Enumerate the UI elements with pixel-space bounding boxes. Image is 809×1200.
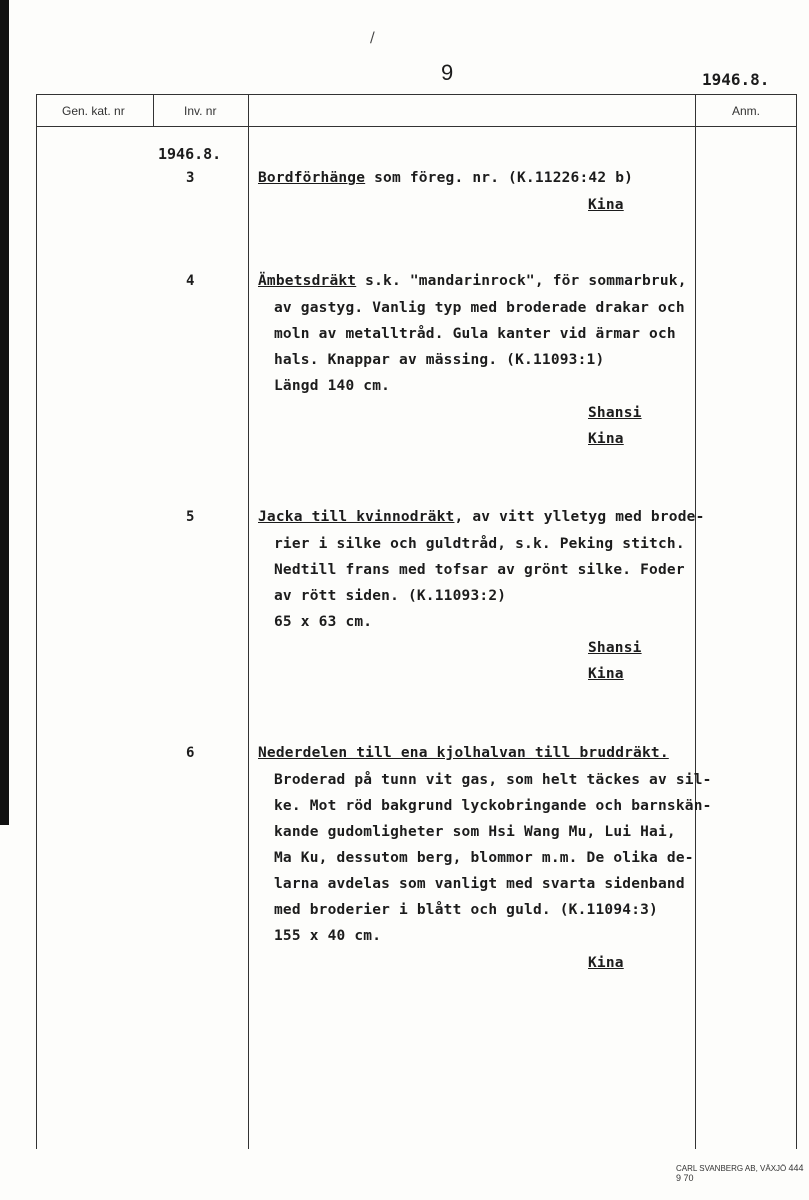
entry-line: av rött siden. (K.11093:2): [274, 588, 507, 604]
inv-number: 3: [186, 170, 195, 186]
entry-title: Nederdelen till ena kjolhalvan till bruddräkt.: [258, 745, 669, 761]
entry-text: , av vitt ylletyg med brode-: [454, 509, 705, 525]
column-header-anm: Anm.: [732, 104, 761, 118]
inv-column-rule: [248, 94, 249, 1149]
entry-line: hals. Knappar av mässing. (K.11093:1): [274, 352, 605, 368]
entry-line: [258, 170, 633, 186]
entry-place: Kina: [588, 197, 624, 213]
page-number: 9: [441, 60, 454, 85]
column-header-gen-kat-nr: Gen. kat. nr: [62, 104, 125, 118]
entry-text: som föreg. nr. (K.11226:42 b): [365, 170, 634, 186]
entry-line: 65 x 63 cm.: [274, 614, 373, 630]
entry-title: Bordförhänge: [258, 170, 366, 186]
entry-line: larna avdelas som vanligt med svarta sidenband: [274, 876, 685, 892]
entry-line: moln av metalltråd. Gula kanter vid ärmar och: [274, 326, 676, 342]
printer-imprint: [676, 1163, 809, 1183]
entry-line: rier i silke och guldtråd, s.k. Peking stitch.: [274, 536, 685, 552]
entry-line: med broderier i blått och guld. (K.11094:3): [274, 902, 658, 918]
entry-place: Shansi: [588, 405, 642, 421]
entry-line: 155 x 40 cm.: [274, 928, 382, 944]
entry-line: ke. Mot röd bakgrund lyckobringande och barnskän-: [274, 798, 712, 814]
inv-number: 5: [186, 509, 195, 525]
entry-line: Broderad på tunn vit gas, som helt täckes av sil-: [274, 772, 712, 788]
inv-number: 4: [186, 273, 195, 289]
gen-kat-column-rule: [153, 94, 154, 126]
entry-text: s.k. "mandarinrock", för sommarbruk,: [356, 273, 687, 289]
entry-line: [258, 509, 705, 525]
entry-line: kande gudomligheter som Hsi Wang Mu, Lui Hai,: [274, 824, 676, 840]
entry-place: Shansi: [588, 640, 642, 656]
column-header-inv-nr: Inv. nr: [184, 104, 217, 118]
entry-line: Nedtill frans med tofsar av grönt silke. Foder: [274, 562, 685, 578]
anm-column-rule: [695, 94, 696, 1149]
left-border: [36, 94, 37, 1149]
entry-title: Ämbetsdräkt: [258, 273, 357, 289]
header-top-rule: [36, 94, 796, 95]
entry-line: Längd 140 cm.: [274, 378, 391, 394]
inv-number: 6: [186, 745, 195, 761]
right-border: [796, 94, 797, 1149]
entry-place: Kina: [588, 955, 624, 971]
entry-place: Kina: [588, 666, 624, 682]
entry-line: [258, 273, 687, 289]
register-year: 1946.8.: [158, 145, 222, 163]
pencil-mark: /: [370, 30, 375, 46]
printer-name: CARL SVANBERG AB, VÄXJÖ: [676, 1164, 787, 1173]
entry-line: av gastyg. Vanlig typ med broderade drakar och: [274, 300, 685, 316]
header-bottom-rule: [36, 126, 796, 127]
entry-title: Jacka till kvinnodräkt: [258, 509, 455, 525]
entry-line: Ma Ku, dessutom berg, blommor m.m. De olika de-: [274, 850, 694, 866]
entry-place: Kina: [588, 431, 624, 447]
form-number: 444 9 70: [676, 1163, 804, 1183]
page-reference: 1946.8.: [702, 70, 770, 89]
entry-line: [258, 745, 669, 761]
binder-edge: [0, 0, 9, 825]
